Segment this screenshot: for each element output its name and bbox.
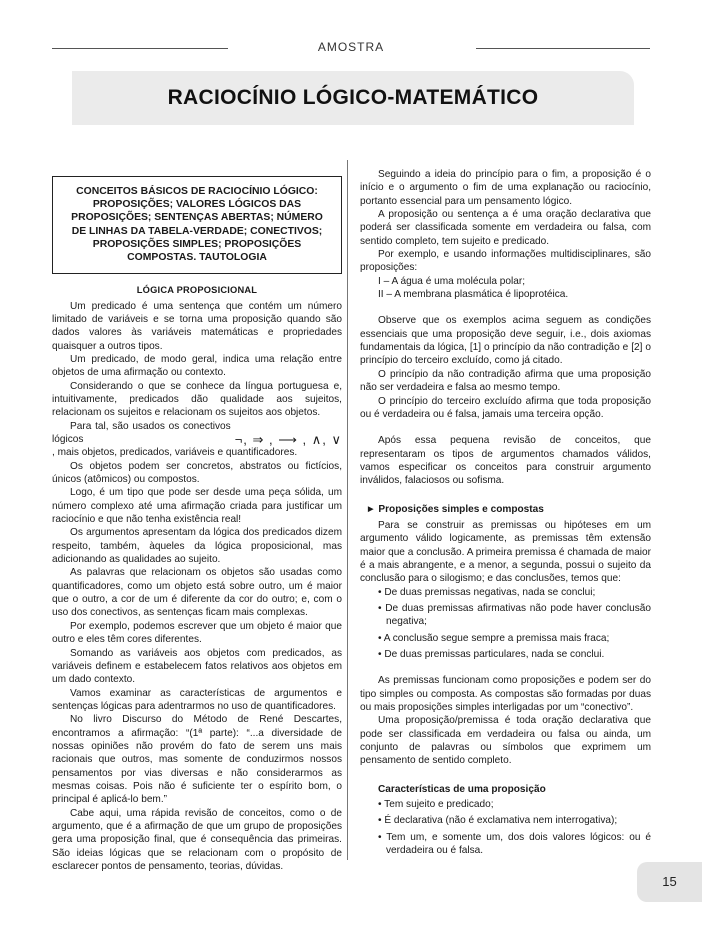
section-title: LÓGICA PROPOSICIONAL bbox=[136, 285, 258, 296]
left-column bbox=[52, 162, 342, 873]
header-rule-right bbox=[476, 48, 650, 49]
subsection-heading: ▶ Proposições simples e compostas bbox=[368, 503, 544, 515]
example-item: I – A água é uma molécula polar; bbox=[378, 275, 526, 287]
logical-connective-symbols: ¬, ⇒ , ⟶ , ∧, ∨ bbox=[234, 432, 342, 448]
paragraph: Um predicado, de modo geral, indica uma relação entre objetos de uma afirmação ou contexto. bbox=[52, 353, 342, 379]
paragraph: Uma proposição/premissa é toda oração declarativa que pode ser classificada em verdadeira ou falsa ou ainda, um conjunto de palavras ou símbolos que exprimem um pensamento de sentido completo. bbox=[360, 715, 651, 767]
paragraph: Vamos examinar as características de argumentos e sentenças lógicas para adentrarmos no uso de quantificadores. bbox=[52, 687, 342, 712]
list-item: • Tem sujeito e predicado; bbox=[378, 799, 494, 811]
paragraph: Por exemplo, podemos escrever que um objeto é maior que outro e eles têm cores diferentes. bbox=[52, 620, 342, 646]
paragraph: Os objetos podem ser concretos, abstratos ou fictícios, únicos (atômicos) ou compostos. bbox=[52, 460, 342, 486]
list-item: • De duas premissas negativas, nada se conclui; bbox=[378, 586, 596, 598]
right-column bbox=[360, 168, 651, 857]
list-item: • De duas premissas afirmativas não pode haver conclusão negativa; bbox=[378, 602, 651, 628]
paragraph: Somando as variáveis aos objetos com predicados, as variáveis definem e estabelecem fatos relativos aos objetos em um dado contexto. bbox=[52, 647, 342, 686]
column-divider bbox=[347, 160, 348, 860]
connectives-lead: Para tal, são usados os conectivos lógicos bbox=[52, 420, 231, 445]
paragraph: Considerando o que se conhece da língua portuguesa e, intuitivamente, predicados dão qualidade aos sujeitos, relacionam os sujeitos e relacionam os sujeitos aos objetos. bbox=[52, 380, 342, 419]
list-item: • De duas premissas particulares, nada se conclui. bbox=[378, 649, 605, 660]
paragraph: As premissas funcionam como proposições e podem ser do tipo simples ou composta. As compostas são formadas por duas ou mais proposições simples interligadas por um “conectivo”. bbox=[360, 675, 651, 714]
paragraph: Um predicado é uma sentença que contém um número limitado de variáveis e se torna uma proposição quando são dados valores às variáveis matemáticas e propriedades quaisquer a outros tipos. bbox=[52, 300, 342, 352]
paragraph: A proposição ou sentença a é uma oração declarativa que poderá ser classificada somente em verdadeira ou falsa, com sentido completo, tem sujeito e predicado. bbox=[360, 209, 651, 247]
paragraph: O princípio do terceiro excluído afirma que toda proposição ou é verdadeira ou é falsa, jamais uma terceira opção. bbox=[360, 395, 651, 420]
connectives-line bbox=[52, 420, 342, 447]
paragraph: , mais objetos, predicados, variáveis e quantificadores. bbox=[52, 447, 298, 459]
paragraph: As palavras que relacionam os objetos são usadas como quantificadores, como um objeto está sobre outro, um é maior que o outro, a cor de um é diferente da cor do outro; e, com o uso dos conectivos, as sentenças ficam mais complexas. bbox=[52, 567, 342, 619]
topic-box: CONCEITOS BÁSICOS DE RACIOCÍNIO LÓGICO: PROPOSIÇÕES; VALORES LÓGICOS DAS PROPOSIÇÕES; SENTENÇAS ABERTAS; NÚMERO DE LINHAS DA TABELA-VERDADE; CONECTIVOS; PROPOSIÇÕES SIMPLES; PROPOSIÇÕES COMPOSTAS. TAUTOLOGIA bbox=[52, 176, 342, 274]
list-item: • Tem um, e somente um, dos dois valores lógicos: ou é verdadeira ou é falsa. bbox=[378, 831, 651, 857]
paragraph: Após essa pequena revisão de conceitos, que representaram os tipos de argumentos chamados válidos, vamos especificar os conceitos para construir argumento inválidos, falaciosos ou sofisma. bbox=[360, 435, 651, 487]
paragraph: Observe que os exemplos acima seguem as condições essenciais que uma proposição deve seguir, i.e., dois axiomas fundamentais da lógica, [1] o princípio da não contradição e [2] o princípio do terceiro excluído, como já citado. bbox=[360, 315, 651, 367]
header-label: AMOSTRA bbox=[317, 40, 385, 54]
example-item: II – A membrana plasmática é lipoprotéica. bbox=[378, 289, 569, 301]
paragraph: O princípio da não contradição afirma que uma proposição não ser verdadeira e falsa ao mesmo tempo. bbox=[360, 368, 651, 394]
page-title: RACIOCÍNIO LÓGICO-MATEMÁTICO bbox=[167, 86, 539, 109]
paragraph: Seguindo a ideia do princípio para o fim, a proposição é o início e o argumento o fim de uma explanação ou raciocínio, portanto essencial para um pensamento lógico. bbox=[360, 169, 651, 207]
paragraph: Logo, é um tipo que pode ser desde uma peça sólida, um número complexo até uma afirmação criada para justificar um raciocínio e que não tenha existência real! bbox=[52, 487, 342, 526]
paragraph: Para se construir as premissas ou hipóteses em um argumento válido logicamente, as premissas têm extensão maior que a conclusão. A primeira premissa é chamada de maior é a mais abrangente, e a menor, a segunda, possui o sujeito da conclusão para o silogismo; e das conclusões, temos que: bbox=[360, 519, 651, 585]
page-number: 15 bbox=[662, 874, 677, 889]
list-item: • É declarativa (não é exclamativa nem interrogativa); bbox=[378, 815, 618, 827]
triangle-bullet-icon: ▶ bbox=[368, 505, 374, 513]
list-item: • A conclusão segue sempre a premissa mais fraca; bbox=[378, 632, 610, 644]
subsection-heading: Características de uma proposição bbox=[378, 783, 546, 795]
paragraph: Cabe aqui, uma rápida revisão de conceitos, como o de argumento, que é a afirmação de que um grupo de proposições gera uma proposição final, que é consequência das primeiras. São ideias lógicas que se relacionam com o propósito de esclarecer pontos de pensamento, teorias, dúvidas. bbox=[52, 807, 342, 872]
paragraph: Por exemplo, e usando informações multidisciplinares, são proposições: bbox=[360, 249, 651, 274]
descartes-quote: No livro Discurso do Método de René Descartes, encontramos a afirmação: “(1ª parte): “...a diversidade de nossas opiniões não provém do fato de serem uns mais racionais que outros, mas somente de conduzirmos nossos pensamentos por vias diversas e não considerarmos as mesmas coisas. Pois não é suficiente ter o espírito bom, o principal é aplicá-lo bem.” bbox=[52, 714, 342, 806]
paragraph: Os argumentos apresentam da lógica dos predicados dizem respeito, também, àqueles da lógica proposicional, mas adicionando as qualidades ao sujeito. bbox=[52, 527, 342, 566]
